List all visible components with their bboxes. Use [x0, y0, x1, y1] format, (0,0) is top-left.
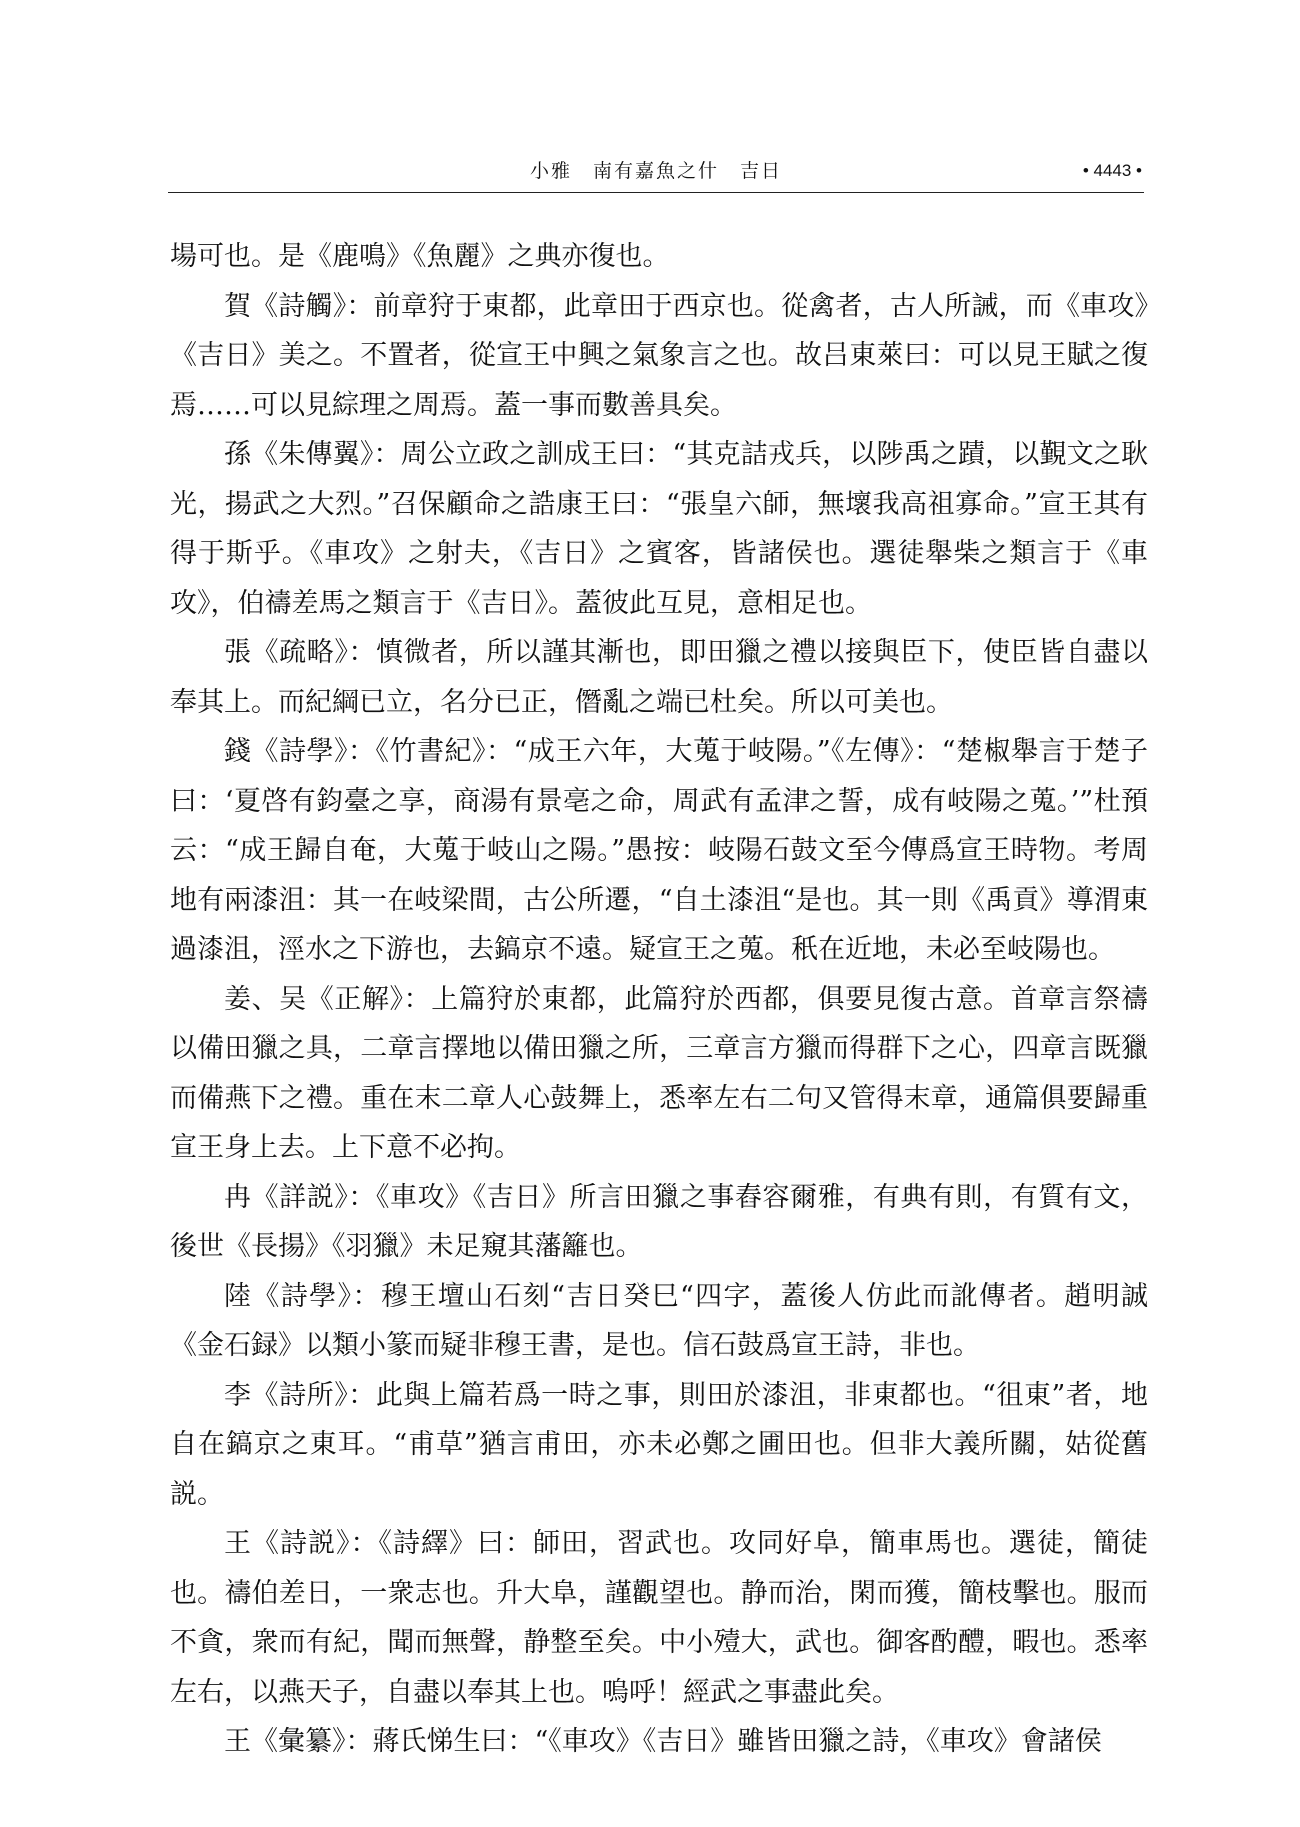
body-text: [170, 232, 1148, 1767]
paragraph: 錢《詩學》：《竹書紀》：“成王六年，大蒐于岐陽。”《左傳》：“楚椒舉言于楚子曰：‘夏啓有鈞臺之享，商湯有景亳之命，周武有孟津之誓，成有岐陽之蒐。’”杜預云：“成王歸自奄，大蒐于岐山之陽。”愚按：岐陽石鼓文至今傳爲宣王時物。考周地有兩漆沮：其一在岐梁間，古公所遷，“自土漆沮“是也。其一則《禹貢》導渭東過漆沮，涇水之下游也，去鎬京不遠。疑宣王之蒐。秖在近地，未必至岐陽也。: [170, 736, 1148, 965]
running-header: [168, 156, 1144, 192]
paragraph: 王《詩説》：《詩繹》曰：師田，習武也。攻同好阜，簡車馬也。選徒，簡徒也。禱伯差日，一衆志也。升大阜，謹觀望也。静而治，閑而獲，簡枝擊也。服而不貪，衆而有紀，聞而無聲，静整至矣。中小殪大，武也。御客酌醴，暇也。悉率左右，以燕天子，自盡以奉其上也。嗚呼！經武之事盡此矣。: [170, 1528, 1148, 1708]
paragraph: 陸《詩學》：穆王壇山石刻“吉日癸巳“四字，蓋後人仿此而訛傳者。趙明誠《金石録》以類小篆而疑非穆王書，是也。信石鼓爲宣王詩，非也。: [170, 1280, 1148, 1361]
paragraph: 冉《詳説》：《車攻》《吉日》所言田獵之事舂容爾雅，有典有則，有質有文，後世《長揚》《羽獵》未足窺其藩籬也。: [170, 1181, 1148, 1262]
paragraph: 張《疏略》：慎微者，所以謹其漸也，即田獵之禮以接與臣下，使臣皆自盡以奉其上。而紀綱已立，名分已正，僭亂之端已杜矣。所以可美也。: [170, 637, 1148, 718]
paragraph: 場可也。是《鹿鳴》《魚麗》之典亦復也。: [170, 241, 670, 272]
paragraph: 李《詩所》：此與上篇若爲一時之事，則田於漆沮，非東都也。“徂東”者，地自在鎬京之東耳。“甫草”猶言甫田，亦未必鄭之圃田也。但非大義所關，姑從舊説。: [170, 1379, 1148, 1510]
paragraph: 王《彙纂》：蔣氏悌生曰：“《車攻》《吉日》雖皆田獵之詩，《車攻》會諸侯: [224, 1726, 1102, 1757]
header-rule: [168, 192, 1144, 193]
paragraph: 姜、吴《正解》：上篇狩於東都，此篇狩於西都，俱要見復古意。首章言祭禱以備田獵之具，二章言擇地以備田獵之所，三章言方獵而得群下之心，四章言既獵而備燕下之禮。重在末二章人心鼓舞上，悉率左右二句又管得末章，通篇俱要歸重宣王身上去。上下意不必拘。: [170, 983, 1148, 1163]
paragraph: 孫《朱傳翼》：周公立政之訓成王曰：“其克詰戎兵，以陟禹之蹟，以覲文之耿光，揚武之大烈。”召保顧命之誥康王曰：“張皇六師，無壞我高祖寡命。”宣王其有得于斯乎。《車攻》之射夫，《吉日》之賓客，皆諸侯也。選徒舉柴之類言于《車攻》，伯禱差馬之類言于《吉日》。蓋彼此互見，意相足也。: [170, 439, 1148, 619]
page-number: • 4443 •: [1082, 161, 1142, 180]
header-title: 小雅 南有嘉魚之什 吉日: [529, 160, 782, 182]
paragraph: 賀《詩觸》：前章狩于東都，此章田于西京也。從禽者，古人所誡，而《車攻》《吉日》美之。不置者，從宣王中興之氣象言之也。故吕東萊曰：可以見王賦之復焉……可以見綜理之周焉。蓋一事而數善具矣。: [170, 290, 1148, 421]
